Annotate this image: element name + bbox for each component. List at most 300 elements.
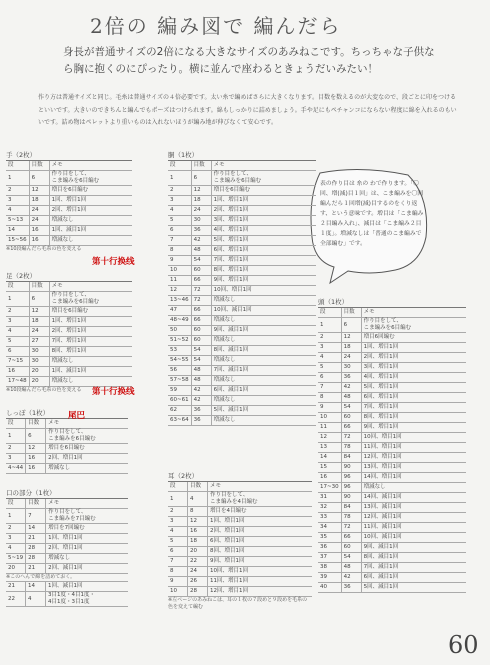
table-cell: 35 [318, 533, 341, 543]
table-cell: 7回、減目1回 [211, 366, 316, 376]
table-row [168, 527, 312, 537]
table-row [6, 534, 128, 544]
table-cell: 2回、減目1回 [46, 564, 129, 574]
table-row [318, 353, 466, 363]
table-cell: 13 [318, 443, 341, 453]
table-cell: 72 [341, 523, 361, 533]
column-header: メモ [49, 161, 132, 171]
table-cell: 6回、増目1回 [208, 537, 313, 547]
body-section [168, 151, 316, 426]
mouth-note: ※このへんで綿を詰めておく。 [6, 574, 76, 580]
table-cell: 7 [318, 383, 341, 393]
table-cell: 24 [191, 206, 211, 216]
table-cell: 1回、増目1回 [46, 534, 129, 544]
table-cell: 6回、増目1回 [211, 246, 316, 256]
table-cell: 16 [26, 454, 46, 464]
column-header: 段 [318, 308, 341, 318]
table-cell: 10回、増目1回 [208, 567, 313, 577]
table-cell: 5回、増目1回 [361, 383, 466, 393]
table-cell: 18 [29, 317, 49, 327]
table-cell: 13~46 [168, 296, 191, 306]
table-cell: 38 [318, 563, 341, 573]
table-cell: 18 [188, 537, 208, 547]
table-cell: 14 [318, 453, 341, 463]
table-cell: 4 [318, 353, 341, 363]
column-header: 目数 [191, 161, 211, 171]
table-cell: 31 [318, 493, 341, 503]
table-cell: 22 [6, 592, 26, 607]
table-cell: 7 [168, 236, 191, 246]
table-cell: 42 [191, 386, 211, 396]
table-cell: 5 [168, 537, 188, 547]
table-row [6, 464, 128, 474]
table-row [168, 492, 312, 507]
table-row [6, 317, 132, 327]
table-cell: 9回、増目1回 [211, 276, 316, 286]
table-cell: 12回、増目1回 [361, 453, 466, 463]
body-table [168, 160, 316, 426]
table-cell: 4 [168, 206, 191, 216]
table-row [168, 517, 312, 527]
table-cell: 48 [341, 563, 361, 573]
table-cell: 36 [318, 543, 341, 553]
table-cell: 増減なし [211, 336, 316, 346]
table-cell: 増減なし [211, 376, 316, 386]
table-cell: 12 [341, 333, 361, 343]
head-section [318, 298, 466, 593]
table-cell: 12 [188, 517, 208, 527]
table-cell: 7回、増目1回 [211, 256, 316, 266]
table-row [168, 296, 316, 306]
table-row [6, 206, 132, 216]
table-cell: 36 [191, 416, 211, 426]
table-cell: 7~15 [6, 357, 29, 367]
table-row [318, 503, 466, 513]
mouth-table-2 [6, 581, 128, 607]
table-cell: 3目1度・4目1度・ 4目1度・3目1度 [46, 592, 129, 607]
table-cell: 4 [26, 592, 46, 607]
table-cell: 72 [191, 286, 211, 296]
table-row [168, 276, 316, 286]
table-row [318, 463, 466, 473]
table-cell: 1回、減目1回 [46, 582, 129, 592]
table-cell: 3 [6, 196, 29, 206]
table-cell: 9回、増目1回 [361, 423, 466, 433]
table-cell: 40 [318, 583, 341, 593]
handwritten-note-tail: 尾巴 [68, 411, 86, 421]
table-cell: 2回、増目1回 [208, 527, 313, 537]
table-row [318, 543, 466, 553]
table-cell: 1回、増目1回 [49, 196, 132, 206]
table-cell: 36 [341, 373, 361, 383]
table-cell: 17~30 [318, 483, 341, 493]
column-header: メモ [46, 419, 129, 429]
table-cell: 84 [341, 453, 361, 463]
table-cell: 増減なし [361, 483, 466, 493]
table-cell: 6 [29, 292, 49, 307]
hand-title: 手（2枚） [6, 151, 37, 159]
table-cell: 8 [168, 567, 188, 577]
table-cell: 54 [341, 553, 361, 563]
table-cell: 66 [341, 423, 361, 433]
table-row [168, 557, 312, 567]
table-cell: 48 [191, 366, 211, 376]
table-cell: 8回、増目1回 [361, 413, 466, 423]
table-cell: 10 [318, 413, 341, 423]
ear-note: ※左ページのあみねこは、耳の１枚の７段めと９段めを毛糸の色を変えて編む [168, 597, 308, 610]
table-cell: 20 [29, 367, 49, 377]
tail-table [6, 418, 128, 474]
table-cell: 増目6回編む [361, 333, 466, 343]
column-header: メモ [211, 161, 316, 171]
table-cell: 20 [29, 377, 49, 387]
table-row [6, 307, 132, 317]
table-cell: 60 [341, 413, 361, 423]
table-cell: 10 [168, 587, 188, 597]
table-cell: 8回、増目1回 [208, 547, 313, 557]
table-cell: 11 [168, 276, 191, 286]
table-row [168, 386, 316, 396]
table-cell: 21 [6, 582, 26, 592]
table-row [318, 563, 466, 573]
table-cell: 増減なし [49, 377, 132, 387]
table-row [168, 376, 316, 386]
table-row [6, 592, 128, 607]
table-cell: 50 [168, 326, 191, 336]
table-cell: 4 [6, 327, 29, 337]
table-cell: 作り目をして、 こま編みを4目編む [208, 492, 313, 507]
table-cell: 増目を4目編む [208, 507, 313, 517]
table-row [6, 544, 128, 554]
column-header: 段 [6, 282, 29, 292]
table-cell: 増目を6目編む [211, 186, 316, 196]
table-row [6, 216, 132, 226]
table-cell: 42 [191, 236, 211, 246]
table-cell: 36 [341, 583, 361, 593]
table-cell: 8回、減目1回 [361, 553, 466, 563]
table-cell: 2回、増目1回 [49, 206, 132, 216]
table-cell: 10 [168, 266, 191, 276]
table-row [168, 406, 316, 416]
table-cell: 48~49 [168, 316, 191, 326]
table-cell: 2 [168, 507, 188, 517]
table-row [168, 316, 316, 326]
table-cell: 10回、減目1回 [211, 306, 316, 316]
table-row [318, 453, 466, 463]
table-cell: 7 [168, 557, 188, 567]
table-cell: 60 [191, 326, 211, 336]
table-cell: 36 [191, 226, 211, 236]
table-row [6, 509, 128, 524]
table-cell: 6 [318, 373, 341, 383]
table-cell: 24 [29, 327, 49, 337]
table-cell: 1回、減目1回 [49, 226, 132, 236]
table-row [168, 346, 316, 356]
table-cell: 13回、減目1回 [361, 503, 466, 513]
table-cell: 28 [188, 587, 208, 597]
table-row [168, 587, 312, 597]
table-cell: 1回、増目1回 [211, 196, 316, 206]
table-header-row [6, 161, 132, 171]
page-title: 2倍の 編み図で 編んだら [90, 14, 342, 38]
table-row [6, 367, 132, 377]
table-row [318, 343, 466, 353]
table-row [168, 186, 316, 196]
column-header: 段 [6, 499, 26, 509]
table-cell: 36 [191, 406, 211, 416]
mouth-title: 口の部分（1枚） [6, 489, 56, 497]
table-row [168, 286, 316, 296]
table-cell: 24 [188, 567, 208, 577]
table-row [318, 513, 466, 523]
table-row [318, 413, 466, 423]
column-header: 目数 [341, 308, 361, 318]
table-cell: 1 [6, 509, 26, 524]
table-cell: 増減なし [211, 356, 316, 366]
table-cell: 7回、増目1回 [361, 403, 466, 413]
table-cell: 8回、増目1回 [211, 266, 316, 276]
table-cell: 42 [341, 383, 361, 393]
table-row [318, 443, 466, 453]
table-cell: 11 [318, 423, 341, 433]
table-row [318, 393, 466, 403]
table-cell: 作り目をして、 こま編みを7目編む [46, 509, 129, 524]
table-cell: 12 [191, 186, 211, 196]
table-cell: 66 [191, 276, 211, 286]
table-row [168, 336, 316, 346]
table-cell: 39 [318, 573, 341, 583]
lead-paragraph: 身長が普通サイズの2倍になる大きなサイズのあみねこです。ちっちゃな子供なら胸に抱くのにぴったり。横に並んで座わるときょうだいみたい！ [63, 46, 435, 75]
column-header: 目数 [26, 419, 46, 429]
column-header: 段 [6, 161, 29, 171]
table-cell: 54 [191, 356, 211, 366]
table-cell: 30 [191, 216, 211, 226]
table-cell: 6 [168, 547, 188, 557]
table-row [318, 583, 466, 593]
table-cell: 78 [341, 513, 361, 523]
table-cell: 18 [29, 196, 49, 206]
table-row [6, 327, 132, 337]
table-cell: 12 [168, 286, 191, 296]
table-cell: 16 [29, 226, 49, 236]
table-cell: 53 [168, 346, 191, 356]
table-cell: 9回、減目1回 [211, 326, 316, 336]
table-cell: 6 [29, 171, 49, 186]
table-row [6, 524, 128, 534]
foot-section [6, 272, 132, 394]
table-cell: 47 [168, 306, 191, 316]
column-header: 段 [168, 482, 188, 492]
table-cell: 9 [168, 577, 188, 587]
table-row [168, 356, 316, 366]
table-cell: 6 [341, 318, 361, 333]
table-row [6, 429, 128, 444]
table-cell: 30 [29, 347, 49, 357]
table-cell: 1 [168, 492, 188, 507]
column-header: 目数 [29, 161, 49, 171]
table-cell: 96 [341, 473, 361, 483]
table-cell: 28 [26, 544, 46, 554]
table-cell: 2回、増目1回 [46, 544, 129, 554]
table-cell: 16 [318, 473, 341, 483]
table-cell: 増減なし [49, 357, 132, 367]
table-cell: 1回、増目1回 [361, 343, 466, 353]
table-row [318, 553, 466, 563]
table-cell: 56 [168, 366, 191, 376]
table-row [6, 357, 132, 367]
table-cell: 30 [341, 363, 361, 373]
table-row [168, 216, 316, 226]
column-header: メモ [46, 499, 129, 509]
table-cell: 作り目をして、 こま編みを6目編む [46, 429, 129, 444]
table-cell: 9回、減目1回 [361, 543, 466, 553]
table-cell: 増減なし [46, 554, 129, 564]
table-cell: 増減なし [211, 316, 316, 326]
table-row [6, 171, 132, 186]
table-cell: 5 [318, 363, 341, 373]
table-cell: 54 [191, 256, 211, 266]
ear-section [168, 472, 312, 611]
table-row [168, 236, 316, 246]
table-cell: 9回、増目1回 [208, 557, 313, 567]
table-cell: 6 [26, 429, 46, 444]
head-table [318, 307, 466, 593]
table-cell: 33 [318, 513, 341, 523]
table-row [6, 292, 132, 307]
table-cell: 26 [188, 577, 208, 587]
table-cell: 7 [26, 509, 46, 524]
table-cell: 84 [341, 503, 361, 513]
table-cell: 8 [168, 246, 191, 256]
table-cell: 1 [168, 171, 191, 186]
table-row [168, 567, 312, 577]
table-cell: 2 [6, 444, 26, 454]
table-cell: 2 [168, 186, 191, 196]
table-cell: 42 [191, 396, 211, 406]
table-cell: 増目を6目編む [49, 307, 132, 317]
table-row [6, 347, 132, 357]
table-cell: 11回、増目1回 [208, 577, 313, 587]
table-cell: 作り目をして、 こま編みを6目編む [49, 292, 132, 307]
table-cell: 32 [318, 503, 341, 513]
table-cell: 6 [6, 347, 29, 357]
table-cell: 18 [191, 196, 211, 206]
table-row [318, 533, 466, 543]
table-header-row [318, 308, 466, 318]
table-row [168, 266, 316, 276]
table-row [6, 564, 128, 574]
table-cell: 57~58 [168, 376, 191, 386]
table-cell: 20 [188, 547, 208, 557]
foot-table [6, 281, 132, 387]
table-cell: 14回、減目1回 [361, 493, 466, 503]
table-row [168, 226, 316, 236]
table-header-row [6, 499, 128, 509]
table-cell: 21 [26, 534, 46, 544]
table-cell: 増減なし [49, 216, 132, 226]
table-row [6, 337, 132, 347]
table-cell: 2 [6, 524, 26, 534]
table-cell: 4回、増目1回 [361, 373, 466, 383]
table-cell: 6 [168, 226, 191, 236]
foot-note: ※10段編んだら毛糸の色を変える [6, 387, 82, 393]
intro-paragraph: 作り方は普通サイズと同じ。毛糸は普通サイズの４倍必要です。太い糸で編めばさらに大きくなります。目数を数えるのが大変なので、段ごとに印をつけるといいです。大きいのできちんと編んでもポーズはつけられます。綿もしっかりに詰めましょう。手や足にもペチャンコにならない程度に綿を入れるのもいいです。詰め物はペレットより重いものは入れないほうが編み地が伸びなくて安心です。 [38, 94, 457, 126]
table-cell: 4 [6, 544, 26, 554]
table-cell: 12回、増目1回 [208, 587, 313, 597]
table-cell: 21 [26, 564, 46, 574]
table-row [318, 363, 466, 373]
table-cell: 1 [6, 292, 29, 307]
column-header: 目数 [188, 482, 208, 492]
table-row [168, 206, 316, 216]
table-cell: 11回、減目1回 [361, 523, 466, 533]
table-cell: 6 [191, 171, 211, 186]
table-cell: 1 [318, 318, 341, 333]
table-row [168, 171, 316, 186]
table-row [168, 537, 312, 547]
table-cell: 1 [6, 429, 26, 444]
table-cell: 66 [191, 306, 211, 316]
table-cell: 42 [341, 573, 361, 583]
column-header: 段 [168, 161, 191, 171]
table-row [318, 403, 466, 413]
table-cell: 24 [29, 216, 49, 226]
table-cell: 2 [6, 186, 29, 196]
table-row [168, 256, 316, 266]
table-cell: 24 [29, 206, 49, 216]
table-cell: 作り目をして、 こま編みを6目編む [211, 171, 316, 186]
column-header: 目数 [29, 282, 49, 292]
table-cell: 27 [29, 337, 49, 347]
mouth-table [6, 498, 128, 574]
table-cell: 6回、減目1回 [211, 386, 316, 396]
table-cell: 3 [6, 317, 29, 327]
table-cell: 18 [341, 343, 361, 353]
table-cell: 11回、増目1回 [361, 443, 466, 453]
table-cell: 1 [6, 171, 29, 186]
table-cell: 12 [29, 186, 49, 196]
table-cell: 5 [6, 337, 29, 347]
table-cell: 8 [318, 393, 341, 403]
table-row [168, 396, 316, 406]
hand-section [6, 151, 132, 253]
table-cell: 16 [188, 527, 208, 537]
table-row [6, 444, 128, 454]
table-cell: 3 [318, 343, 341, 353]
table-cell: 増目を6目編む [46, 444, 129, 454]
table-cell: 2回、増目1回 [361, 353, 466, 363]
table-row [168, 577, 312, 587]
table-row [318, 333, 466, 343]
table-cell: 10回、増目1回 [211, 286, 316, 296]
table-row [168, 326, 316, 336]
table-row [168, 196, 316, 206]
table-cell: 3 [6, 534, 26, 544]
table-cell: 8回、減目1回 [211, 346, 316, 356]
table-cell: 3回、増目1回 [211, 216, 316, 226]
hand-note: ※10段編んだら毛糸の色を変える [6, 246, 82, 252]
table-cell: 7回、増目1回 [49, 337, 132, 347]
table-cell: 4~44 [6, 464, 26, 474]
table-row [168, 547, 312, 557]
table-row [6, 226, 132, 236]
table-row [6, 582, 128, 592]
table-cell: 2回、増目1回 [49, 327, 132, 337]
table-cell: 3 [168, 196, 191, 206]
table-cell: 14 [6, 226, 29, 236]
table-row [6, 554, 128, 564]
table-cell: 作り目をして、 こま編みを6目編む [361, 318, 466, 333]
